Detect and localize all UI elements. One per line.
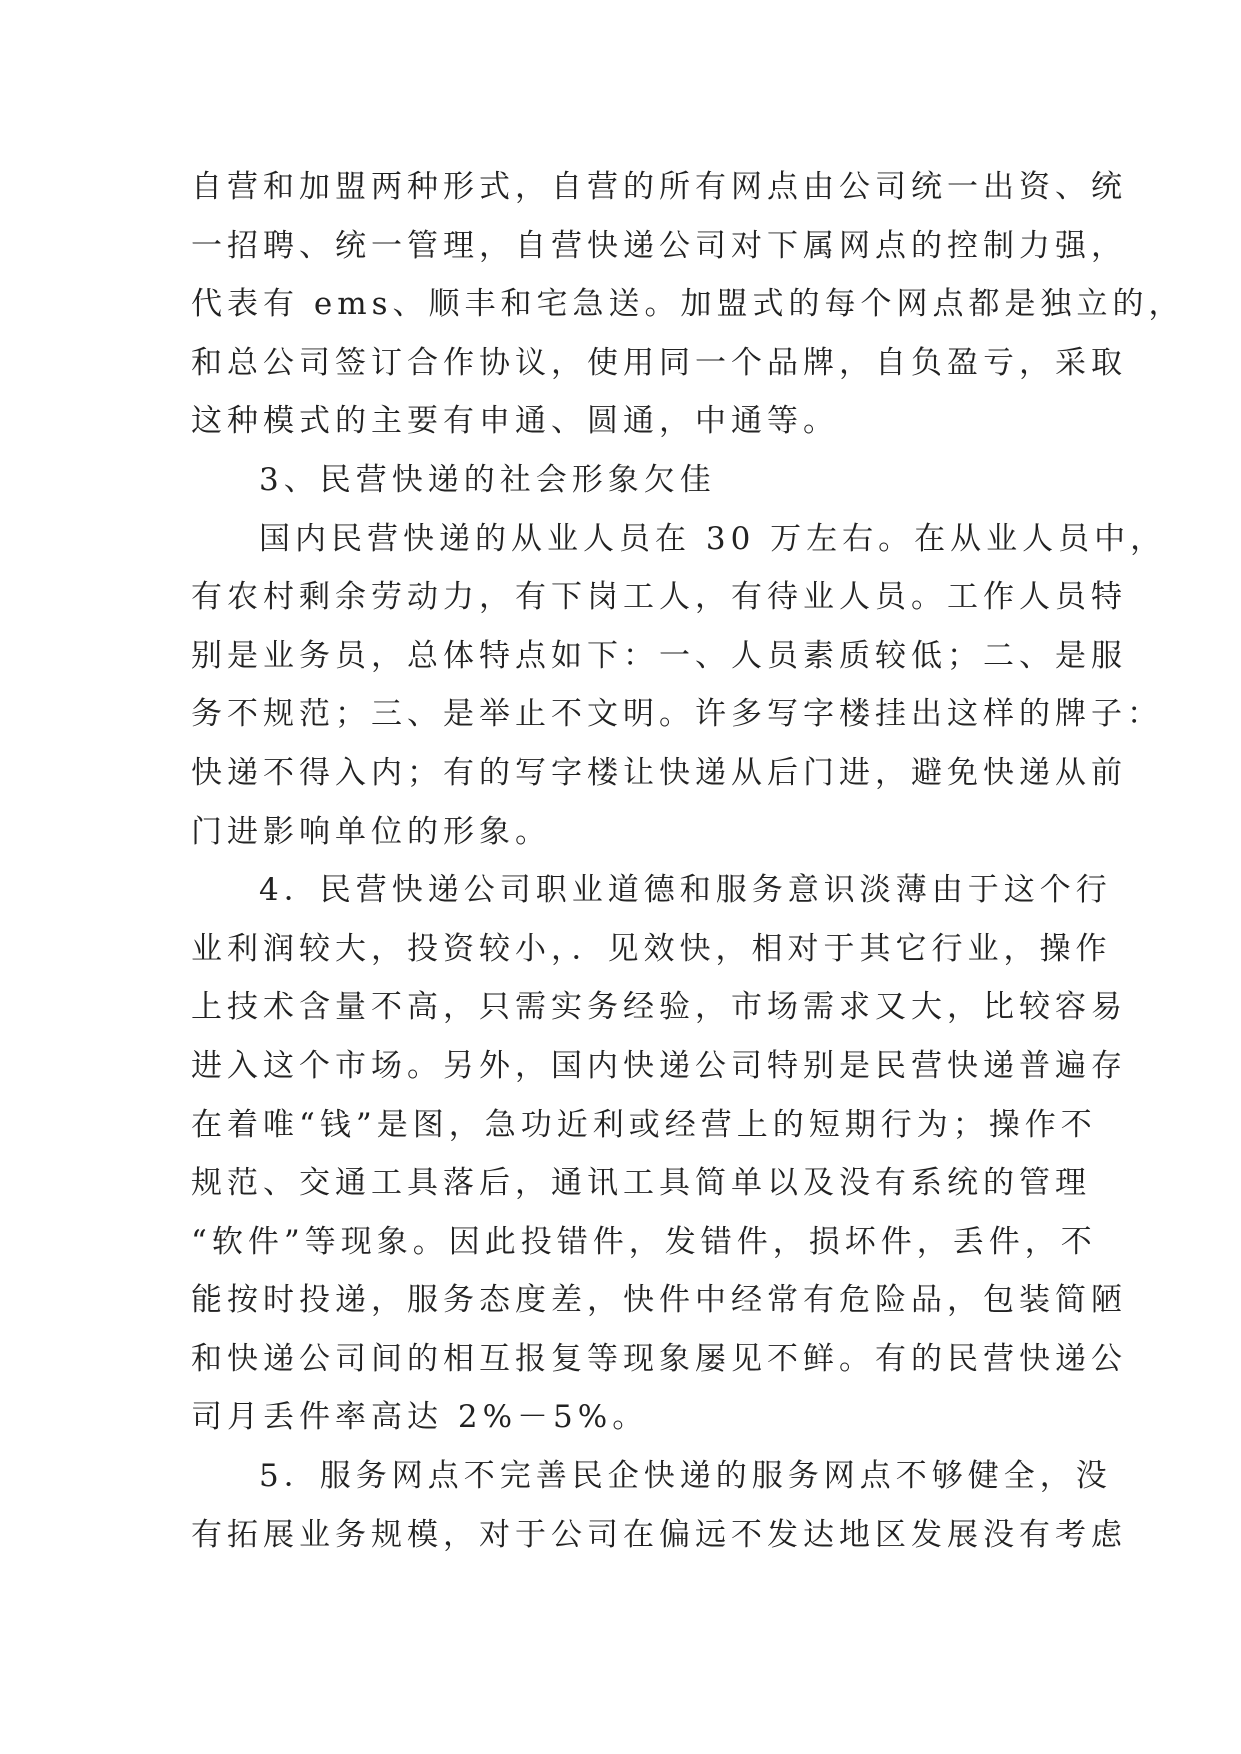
text-line: 能按时投递，服务态度差，快件中经常有危险品，包装简陋 [191,1282,1127,1319]
text-line: 快递不得入内；有的写字楼让快递从后门进，避免快递从前 [191,754,1127,791]
text-line: 务不规范；三、是举止不文明。许多写字楼挂出这样的牌子： [191,696,1163,733]
text-line: 这种模式的主要有申通、圆通，中通等。 [191,403,839,440]
text-line: 门进影响单位的形象。 [191,813,551,850]
text-line: 上技术含量不高，只需实务经验，市场需求又大，比较容易 [191,989,1127,1026]
text-line: 进入这个市场。另外，国内快递公司特别是民营快递普遍存 [191,1047,1127,1084]
section-heading: 3、民营快递的社会形象欠佳 [259,461,716,498]
text-line: 5．服务网点不完善民企快递的服务网点不够健全，没 [259,1458,1112,1495]
text-line: 国内民营快递的从业人员在 30 万左右。在从业人员中， [259,520,1167,557]
text-line: 规范、交通工具落后，通讯工具简单以及没有系统的管理 [191,1165,1091,1202]
text-line: 和总公司签订合作协议，使用同一个品牌，自负盈亏，采取 [191,344,1127,381]
text-line: 代表有 ems、顺丰和宅急送。加盟式的每个网点都是独立的， [191,286,1185,323]
body-text [191,158,1185,1564]
text-line: 一招聘、统一管理，自营快递公司对下属网点的控制力强， [191,227,1127,264]
text-line: 有拓展业务规模，对于公司在偏远不发达地区发展没有考虑 [191,1516,1127,1553]
text-line: 有农村剩余劳动力，有下岗工人，有待业人员。工作人员特 [191,579,1127,616]
text-line: 别是业务员，总体特点如下：一、人员素质较低；二、是服 [191,637,1127,674]
text-line: “软件”等现象。因此投错件，发错件，损坏件，丢件，不 [191,1223,1097,1260]
text-line: 司月丢件率高达 2%－5%。 [191,1399,649,1436]
text-line: 在着唯“钱”是图，急功近利或经营上的短期行为；操作不 [191,1106,1097,1143]
text-line: 和快递公司间的相互报复等现象屡见不鲜。有的民营快递公 [191,1340,1127,1377]
text-line: 业利润较大，投资较小，．见效快，相对于其它行业，操作 [191,930,1112,967]
text-line: 自营和加盟两种形式，自营的所有网点由公司统一出资、统 [191,169,1127,205]
text-line: 4．民营快递公司职业道德和服务意识淡薄由于这个行 [259,872,1112,909]
